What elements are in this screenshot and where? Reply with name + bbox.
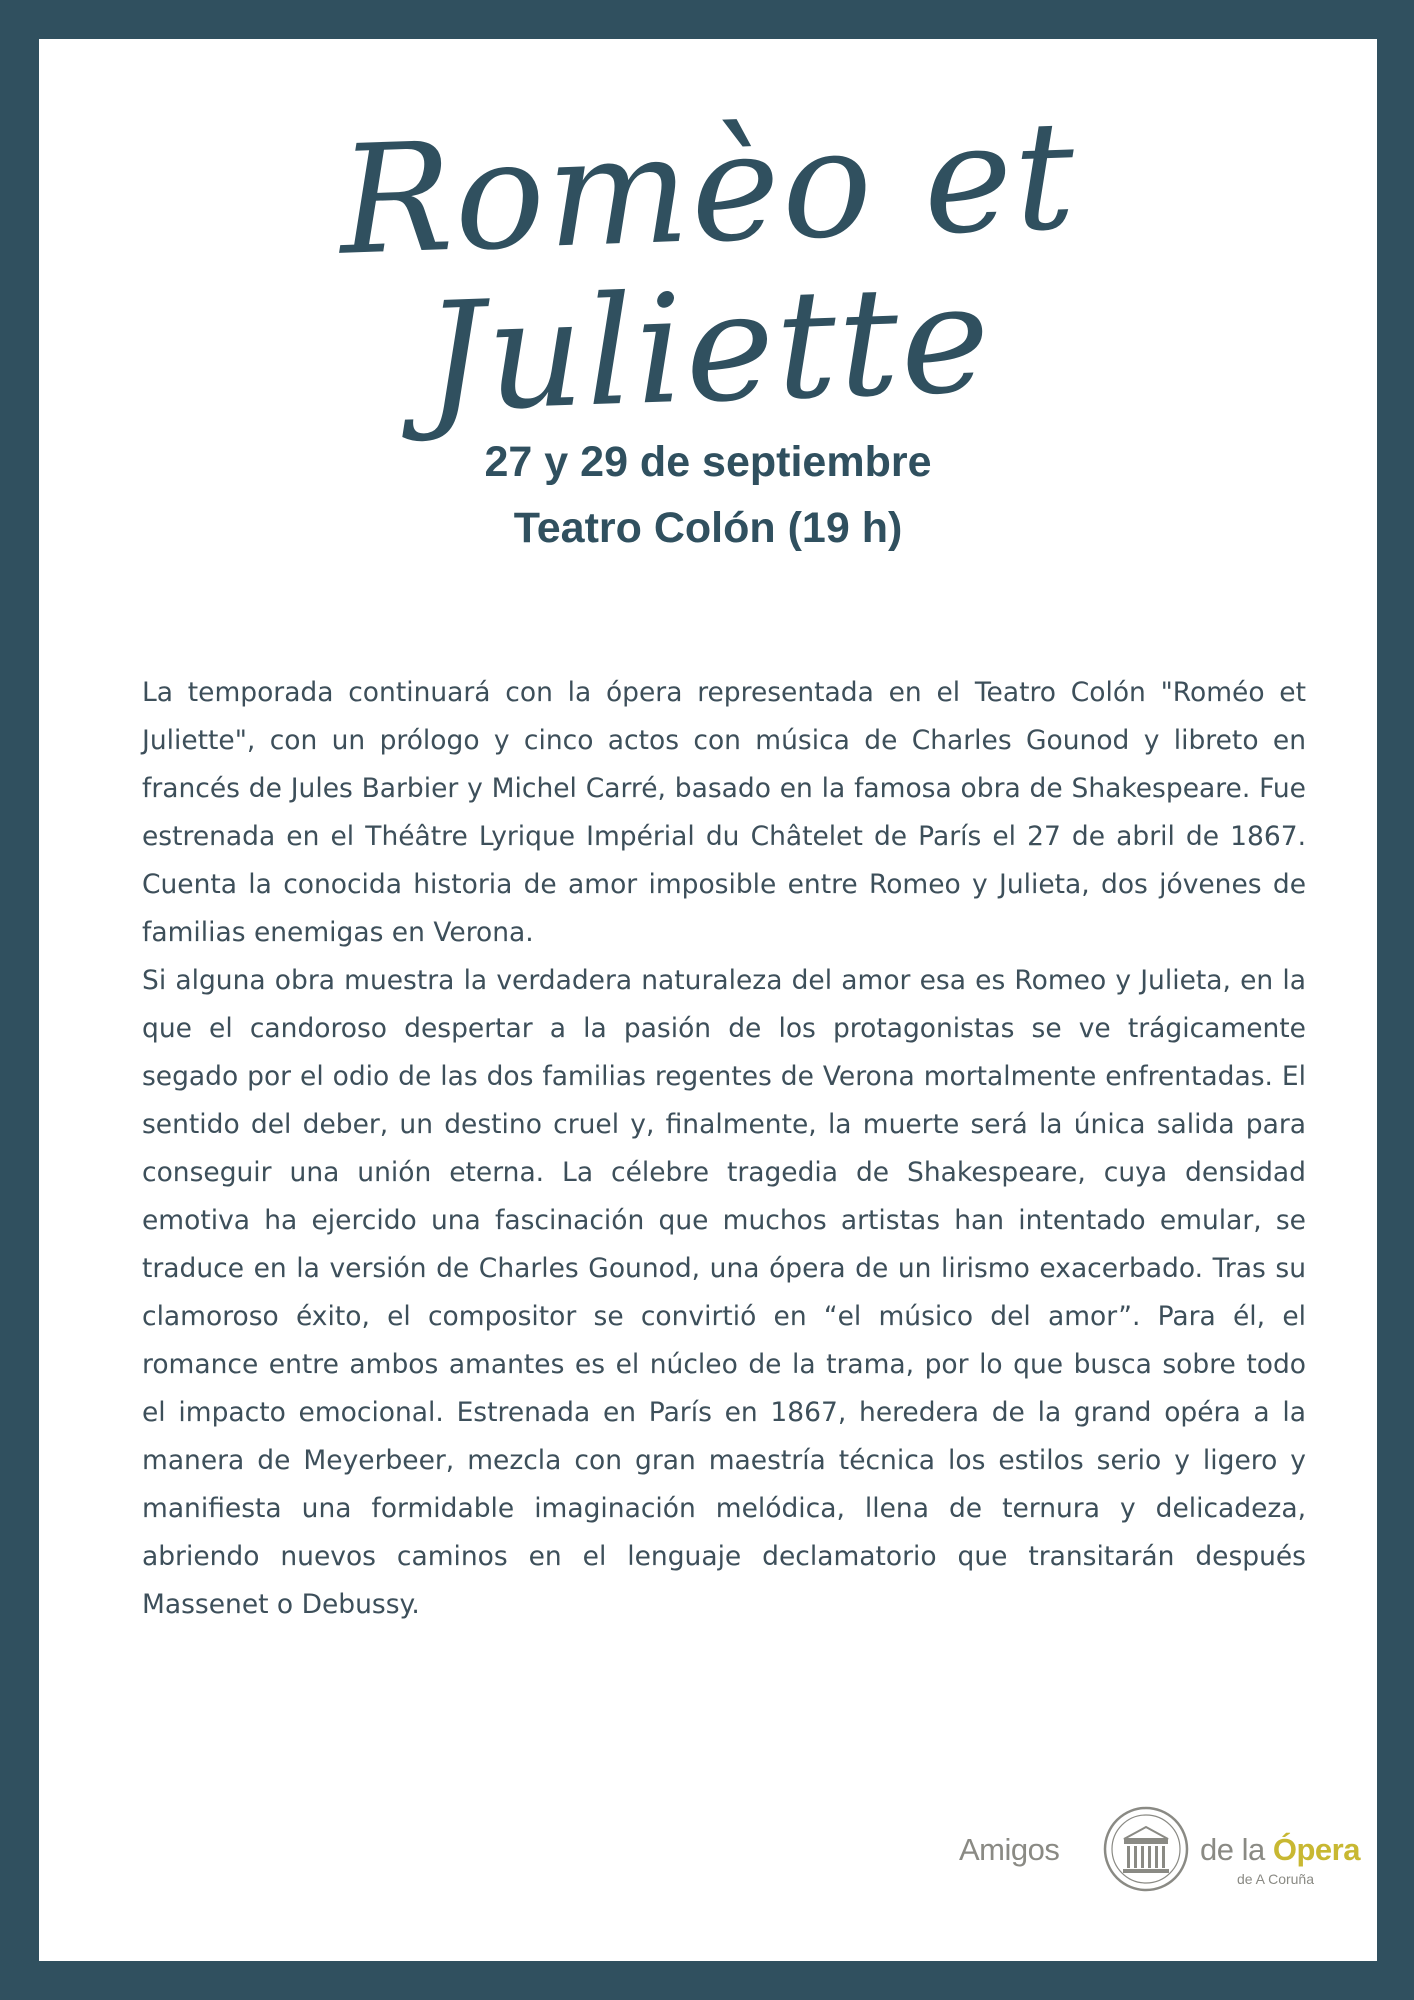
logo-text-amigos: Amigos [959,1832,1060,1867]
logo-text-de-la-opera: de la Ópera [1200,1832,1360,1867]
opera-house-emblem-icon [1102,1805,1190,1893]
amigos-opera-logo [959,1805,1360,1905]
article-body [142,669,1306,1629]
event-info [39,429,1377,561]
paragraph-2: Si alguna obra muestra la verdadera naturaleza del amor esa es Romeo y Julieta, en la que el candoroso despertar a la pasión de los protagonistas se ve trágicamente segado por el odio de las dos familias regentes de Verona mortalmente enfrentadas. El sentido del deber, un destino cruel y, finalmente, la muerte será la única salida para conseguir una unión eterna. La célebre tragedia de Shakespeare, cuya densidad emotiva ha ejercido una fascinación que muchos artistas han intentado emular, se traduce en la versión de Charles Gounod, una ópera de un lirismo exacerbado. Tras su clamoroso éxito, el compositor se convirtió en “el músico del amor”. Para él, el romance entre ambos amantes es el núcleo de la trama, por lo que busca sobre todo el impacto emocional. Estrenada en París en 1867, heredera de la grand opéra a la manera de Meyerbeer, mezcla con gran maestría técnica los estilos serio y ligero y manifiesta una formidable imaginación melódica, llena de ternura y delicadeza, abriendo nuevos caminos en el lenguaje declamatorio que transitarán después Massenet o Debussy. [142,965,1306,1620]
logo-text-city: de A Coruña [1236,1871,1314,1887]
document-page [39,39,1377,1961]
event-dates: 27 y 29 de septiembre [484,438,932,486]
logo-text-opera-accent: Ópera [1272,1832,1360,1867]
paragraph-1: La temporada continuará con la ópera representada en el Teatro Colón "Roméo et Juliette", con un prólogo y cinco actos con música de Charles Gounod y libreto en francés de Jules Barbier y Michel Carré, basado en la famosa obra de Shakespeare. Fue estrenada en el Théâtre Lyrique Impérial du Châtelet de París el 27 de abril de 1867. Cuenta la conocida historia de amor imposible entre Romeo y Julieta, dos jóvenes de familias enemigas en Verona. [142,677,1306,948]
title-line-1: Romèo et [336,89,1080,289]
event-venue: Teatro Colón (19 h) [513,504,903,552]
page-title [39,89,1377,446]
title-line-2: Juliette [421,252,995,446]
